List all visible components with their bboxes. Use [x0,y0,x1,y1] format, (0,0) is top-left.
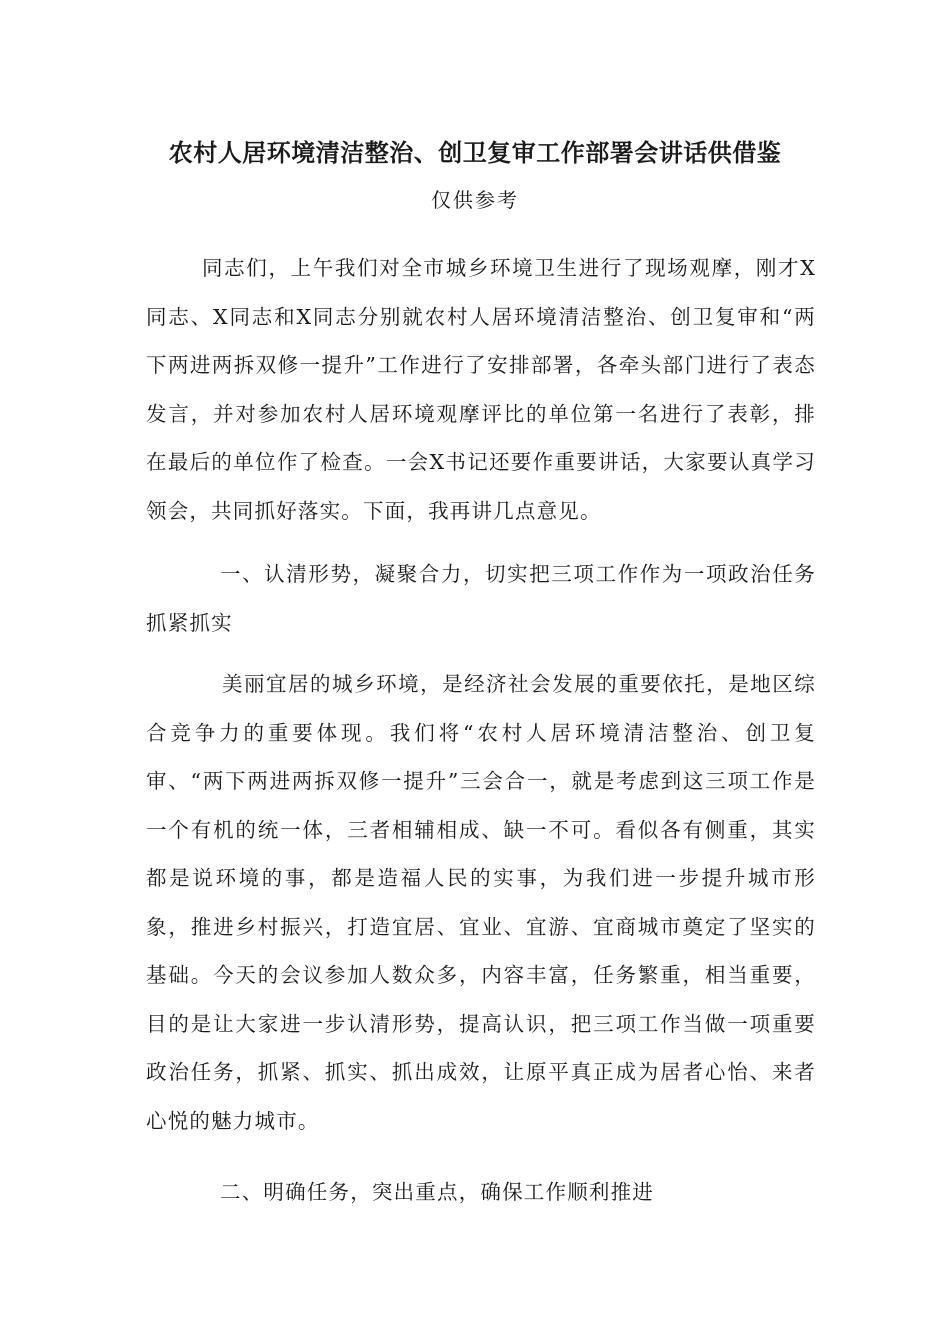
section-heading-two: 二、明确任务，突出重点，确保工作顺利推进 [220,1180,654,1204]
document-subtitle: 仅供参考 [431,188,519,212]
body-paragraph-section-one: 美丽宜居的城乡环境，是经济社会发展的重要依托，是地区综合竞争力的重要体现。我们将“农村人居环境清洁整治、创卫复审、“两下两进两拆双修一提升”三会合一，就是考虑到这三项工作是一个有机的统一体，三者相辅相成、缺一不可。看似各有侧重，其实都是说环境的事，都是造福人民的实事，为我们进一步提升城市形象，推进乡村振兴，打造宜居、宜业、宜游、宜商城市奠定了坚实的基础。今天的会议参加人数众多，内容丰富，任务繁重，相当重要，目的是让大家进一步认清形势，提高认识，把三项工作当做一项重要政治任务，抓紧、抓实、抓出成效，让原平真正成为居者心怡、来者心悦的魅力城市。 [146,672,816,1133]
section-heading-one: 一、认清形势，凝聚合力，切实把三项工作作为一项政治任务抓紧抓实 [146,562,816,635]
document-title: 农村人居环境清洁整治、创卫复审工作部署会讲话供借鉴 [168,138,782,167]
body-paragraph-opening: 同志们，上午我们对全市城乡环境卫生进行了现场观摩，刚才X同志、X同志和X同志分别就农村人居环境清洁整治、创卫复审和“两下两进两拆双修一提升”工作进行了安排部署，各牵头部门进行了表态发言，并对参加农村人居环境观摩评比的单位第一名进行了表彰，排在最后的单位作了检查。一会X书记还要作重要讲话，大家要认真学习领会，共同抓好落实。下面，我再讲几点意见。 [146,256,816,523]
